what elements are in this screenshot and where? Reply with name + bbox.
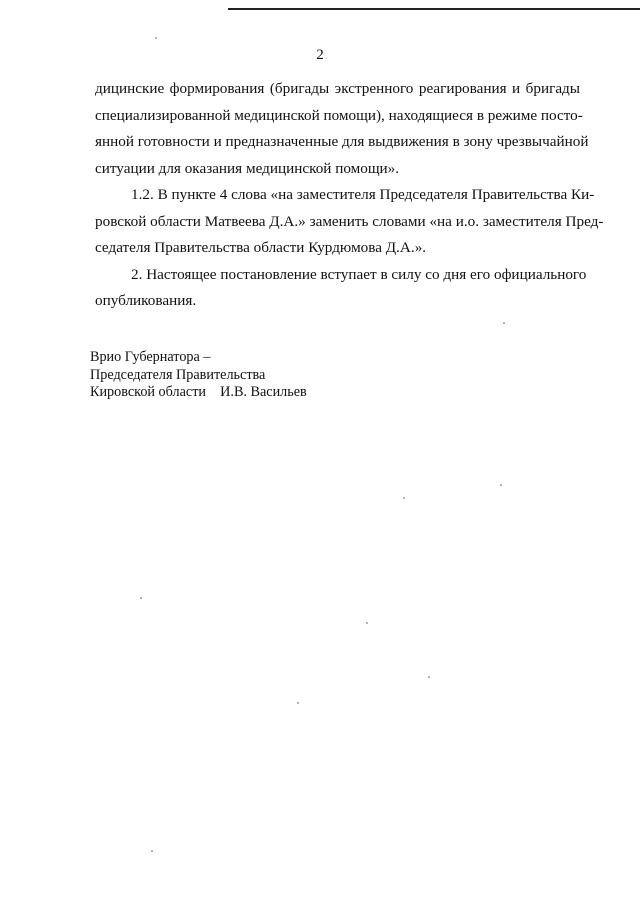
scan-speck bbox=[428, 676, 430, 678]
scan-speck bbox=[155, 37, 157, 39]
text-line: янной готовности и предназначенные для выдвижения в зону чрезвычайной bbox=[95, 133, 589, 150]
top-rule bbox=[228, 8, 640, 10]
page-number: 2 bbox=[316, 47, 324, 63]
signature-block bbox=[90, 349, 307, 402]
scan-speck bbox=[500, 484, 502, 486]
scan-speck bbox=[140, 597, 142, 599]
scan-speck bbox=[297, 702, 299, 704]
scan-speck bbox=[403, 497, 405, 499]
text-line: ситуации для оказания медицинской помощи». bbox=[95, 159, 400, 177]
paragraph-item-2 bbox=[95, 262, 587, 315]
text-line: дицинские формирования (бригады экстренного реагирования и бригады bbox=[95, 80, 580, 97]
scan-speck bbox=[503, 322, 505, 324]
paragraph-continuation bbox=[95, 76, 589, 182]
text-line: специализированной медицинской помощи), находящиеся в режиме посто- bbox=[95, 106, 583, 124]
signature-name-line: Кировской области И.В. Васильев bbox=[90, 384, 307, 400]
paragraph-item-1-2 bbox=[95, 182, 604, 262]
text-line: 2. Настоящее постановление вступает в силу со дня его официального bbox=[131, 265, 587, 283]
text-line: ровской области Матвеева Д.А.» заменить словами «на и.о. заместителя Пред- bbox=[95, 212, 604, 230]
signature-title-line: Председателя Правительства bbox=[90, 366, 266, 383]
text-line: опубликования. bbox=[95, 292, 197, 309]
scan-speck bbox=[151, 850, 153, 852]
text-line: седателя Правительства области Курдюмова Д.А.». bbox=[95, 239, 427, 256]
document-body bbox=[95, 76, 604, 315]
scan-speck bbox=[366, 622, 368, 624]
text-line: 1.2. В пункте 4 слова «на заместителя Председателя Правительства Ки- bbox=[131, 186, 595, 203]
signature-title-line: Врио Губернатора – bbox=[90, 349, 211, 365]
